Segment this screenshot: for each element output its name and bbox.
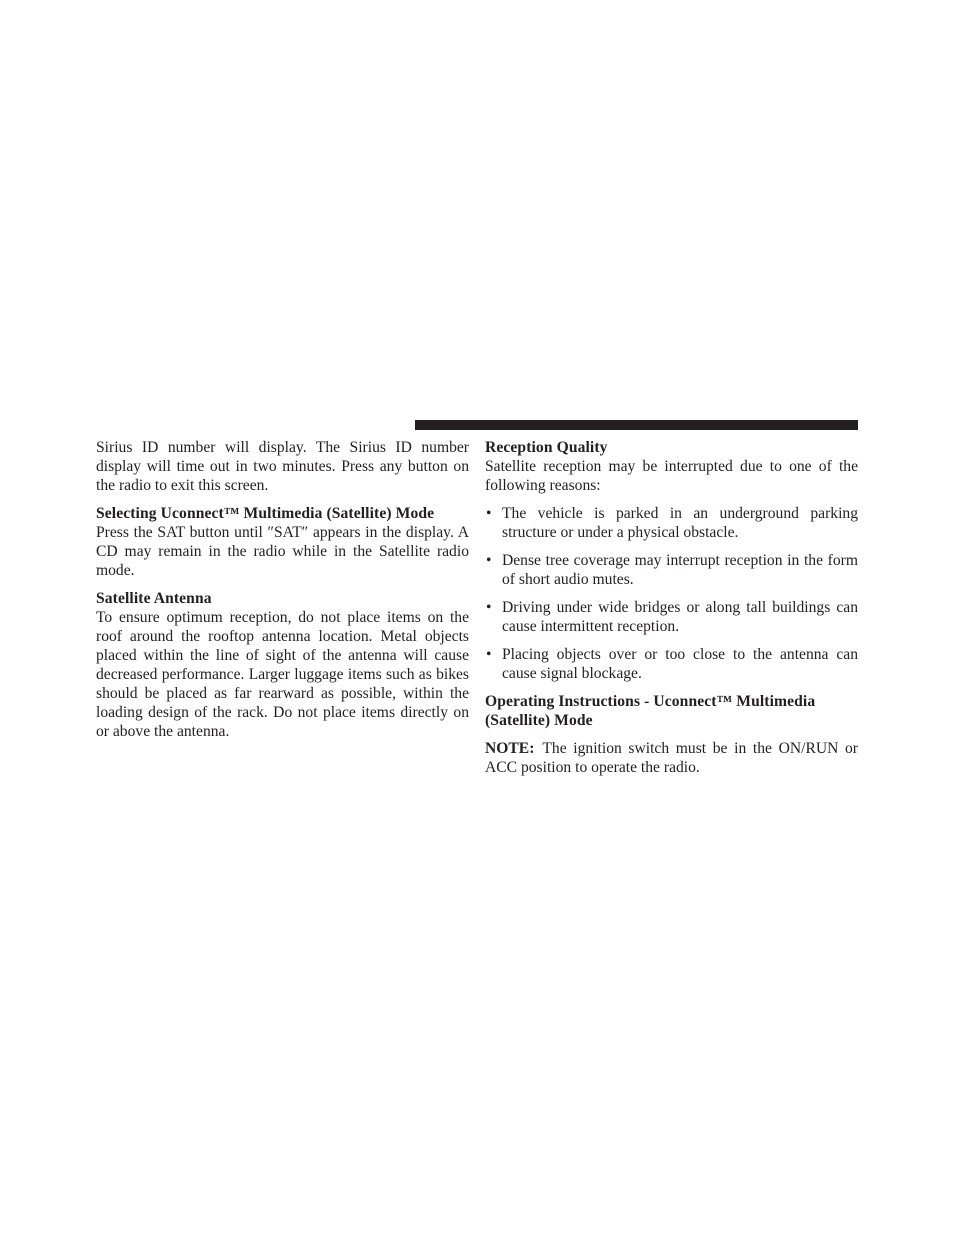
section-heading: Selecting Uconnect™ Multimedia (Satellite) Mode [96,505,435,522]
section-body: Press the SAT button until ″SAT″ appears in the display. A CD may remain in the radio while in the Satellite radio mode. [96,524,469,579]
note-label: NOTE: [485,740,535,757]
intro-paragraph: Sirius ID number will display. The Sirius ID number display will time out in two minutes. Press any button on the radio to exit this screen. [96,439,469,494]
section-satellite-antenna [96,589,469,741]
bullet-icon: • [486,646,492,663]
section-heading: Operating Instructions - Uconnect™ Multimedia (Satellite) Mode [485,693,816,729]
note-text: The ignition switch must be in the ON/RUN or ACC position to operate the radio. [485,740,858,776]
reception-reasons-list [485,504,858,683]
right-column [485,438,858,786]
bullet-icon: • [486,599,492,616]
list-item [485,504,858,542]
list-item-text: Driving under wide bridges or along tall buildings can cause intermittent reception. [502,599,858,635]
list-item [485,645,858,683]
list-item-text: Dense tree coverage may interrupt reception in the form of short audio mutes. [502,552,858,588]
section-reception-quality [485,438,858,495]
section-heading: Reception Quality [485,439,608,456]
section-body: Satellite reception may be interrupted due to one of the following reasons: [485,458,858,494]
list-item-text: Placing objects over or too close to the antenna can cause signal blockage. [502,646,858,682]
section-body: To ensure optimum reception, do not place items on the roof around the rooftop antenna location. Metal objects placed within the line of sight of the antenna will cause decreased performance. Larger luggage items such as bikes should be placed as far rearward as possible, within the loading design of the rack. Do not place items directly on or above the antenna. [96,609,469,740]
bullet-icon: • [486,552,492,569]
note-block [485,739,858,777]
intro-block [96,438,469,495]
bullet-icon: • [486,505,492,522]
header-rule [415,420,858,430]
list-item [485,551,858,589]
left-column [96,438,469,750]
note-paragraph [485,739,858,777]
section-selecting-mode [96,504,469,580]
section-operating-instructions [485,692,858,730]
list-item [485,598,858,636]
section-heading: Satellite Antenna [96,590,212,607]
list-item-text: The vehicle is parked in an underground parking structure or under a physical obstacle. [502,505,858,541]
